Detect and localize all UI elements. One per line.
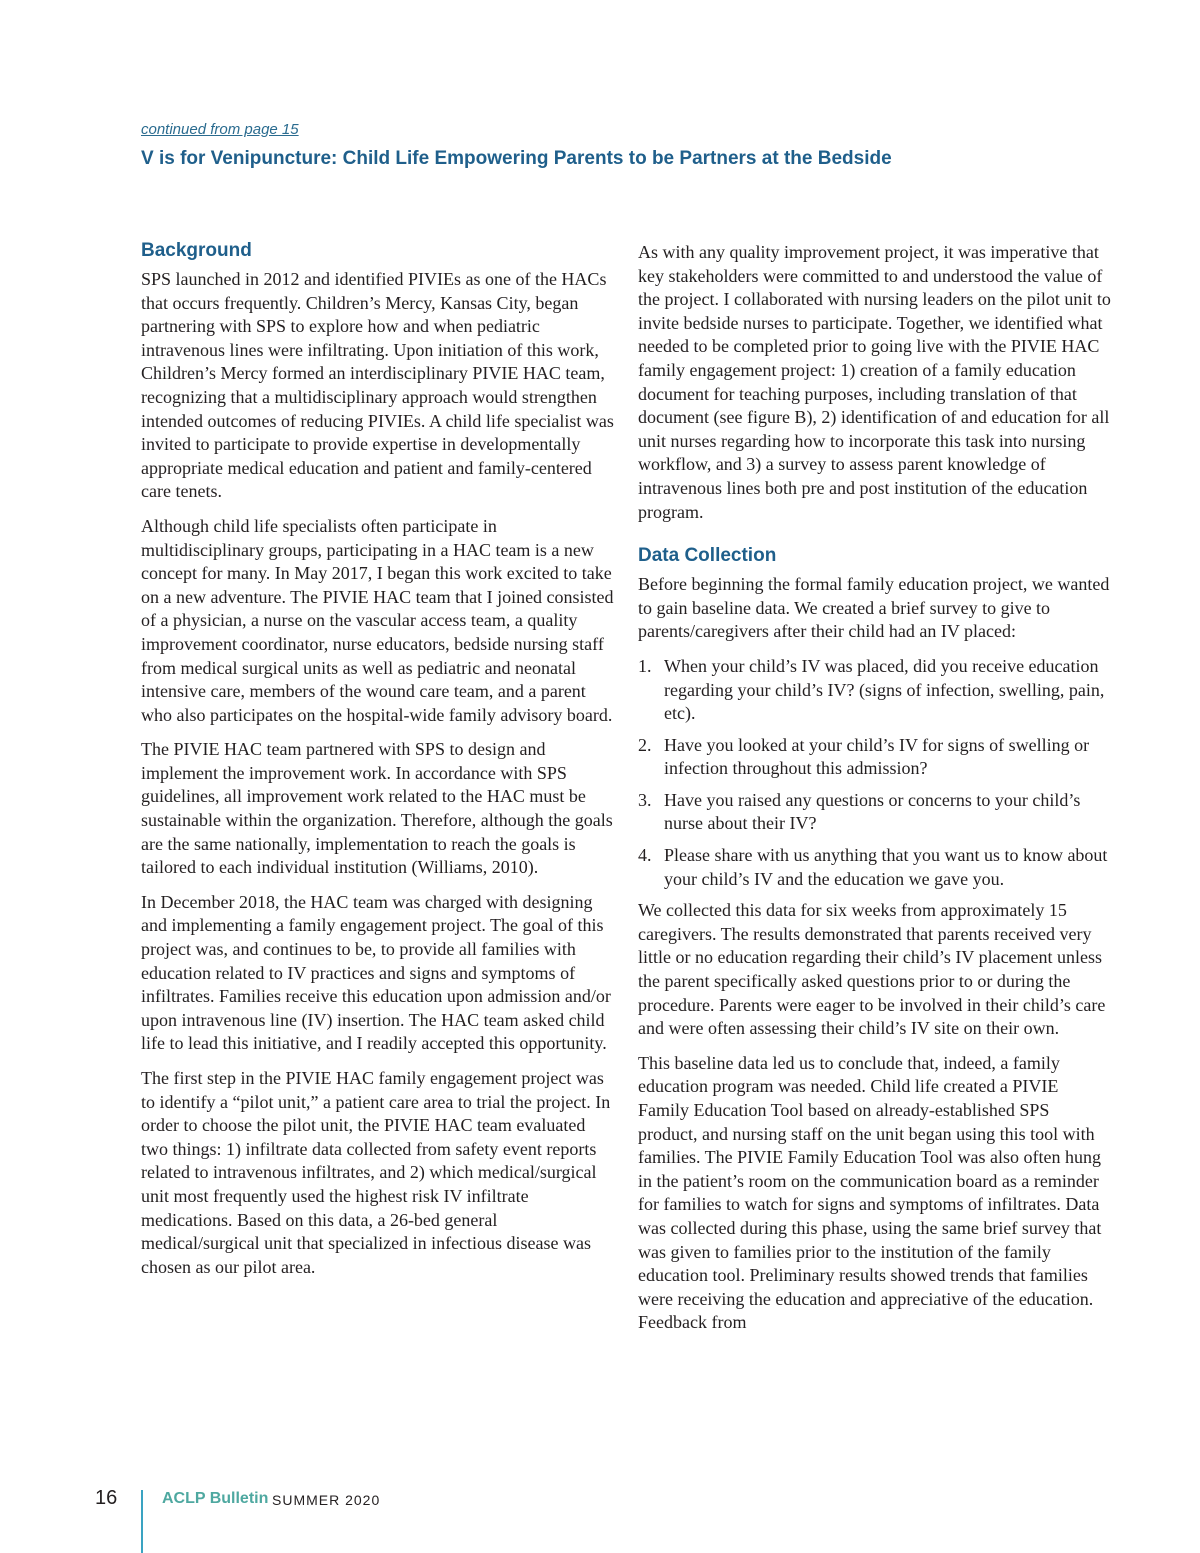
issue-label: SUMMER 2020: [272, 1492, 381, 1508]
survey-question-list: [638, 655, 1112, 891]
question-text: Have you looked at your child’s IV for signs of swelling or infection throughout this admission?: [664, 734, 1090, 779]
publication-name: ACLP Bulletin: [162, 1490, 269, 1507]
page-number: 16: [95, 1487, 118, 1509]
article-title: V is for Venipuncture: Child Life Empowering Parents to be Partners at the Bedside: [141, 148, 892, 169]
question-number: 1.: [638, 655, 652, 676]
question-text: Have you raised any questions or concerns to your child’s nurse about their IV?: [664, 789, 1081, 834]
paragraph: As with any quality improvement project, it was imperative that key stakeholders were committed to and understood the value of the project. I collaborated with nursing leaders on the pilot unit to invite bedside nurses to participate. Together, we identified what needed to be completed prior to going live with the PIVIE HAC family engagement project: 1) creation of a family education document for teaching purposes, including translation of that document (see figure B), 2) identification of and education for all unit nurses regarding how to incorporate this task into nursing workflow, and 3) a survey to assess parent knowledge of intravenous lines both pre and post institution of the education program.: [638, 242, 1111, 522]
paragraph: SPS launched in 2012 and identified PIVIEs as one of the HACs that occurs frequently. Children’s Mercy, Kansas City, began partnering with SPS to explore how and when pediatric intravenous lines were infiltrating. Upon initiation of this work, Children’s Mercy formed an interdisciplinary PIVIE HAC team, recognizing that a multidisciplinary approach would strengthen intended outcomes of reducing PIVIEs. A child life specialist was invited to participate to provide expertise in developmentally appropriate medical education and patient and family-centered care tenets.: [141, 269, 614, 502]
section-heading-background: Background: [141, 240, 252, 261]
paragraph: This baseline data led us to conclude that, indeed, a family education program was needed. Child life created a PIVIE Family Education Tool based on already-established SPS product, and nursing staff on the unit began using this tool with families. The PIVIE Family Education Tool was also often hung in the patient’s room on the communication board as a reminder for families to watch for signs and symptoms of infiltrates. Data was collected during this phase, using the same brief survey that was given to families prior to the institution of the family education tool. Preliminary results showed trends that families were receiving the education and appreciative of the education. Feedback from: [638, 1052, 1102, 1333]
survey-question: [638, 789, 1112, 836]
right-column: [638, 241, 1112, 1346]
question-number: 3.: [638, 789, 652, 810]
continued-from-link[interactable]: continued from page 15: [141, 121, 299, 138]
paragraph: The PIVIE HAC team partnered with SPS to design and implement the improvement work. In accordance with SPS guidelines, all improvement work related to the HAC must be sustainable within the organization. Therefore, although the goals are the same nationally, implementation to reach the goals is tailored to each individual institution (Williams, 2010).: [141, 739, 613, 878]
survey-question: [638, 734, 1112, 781]
section-heading-data-collection: Data Collection: [638, 545, 777, 567]
survey-question: [638, 844, 1112, 891]
paragraph: The first step in the PIVIE HAC family engagement project was to identify a “pilot unit,” a patient care area to trial the project. In order to choose the pilot unit, the PIVIE HAC team evaluated two things: 1) infiltrate data collected from safety event reports related to intravenous infiltrates, and 2) which medical/surgical unit most frequently used the highest risk IV infiltrate medications. Based on this data, a 26-bed general medical/surgical unit that specialized in infectious disease was chosen as our pilot area.: [141, 1068, 611, 1277]
paragraph: In December 2018, the HAC team was charged with designing and implementing a family engagement project. The goal of this project was, and continues to be, to provide all families with education related to IV practices and signs and symptoms of infiltrates. Families receive this education upon admission and/or upon intravenous line (IV) insertion. The HAC team asked child life to lead this initiative, and I readily accepted this opportunity.: [141, 891, 611, 1054]
question-text: Please share with us anything that you want us to know about your child’s IV and the education we gave you.: [664, 845, 1108, 889]
footer-divider: [141, 1490, 143, 1553]
question-number: 4.: [638, 845, 652, 866]
paragraph: We collected this data for six weeks from approximately 15 caregivers. The results demonstrated that parents received very little or no education regarding their child’s IV placement unless the parent specifically asked questions prior to or during the procedure. Parents were eager to be involved in their child’s care and were often assessing their child’s IV site on their own.: [638, 900, 1106, 1039]
left-column: [141, 238, 615, 1290]
question-text: When your child’s IV was placed, did you receive education regarding your child’s IV? (signs of infection, swelling, pain, etc).: [664, 655, 1105, 724]
survey-question: [638, 655, 1112, 726]
paragraph: Although child life specialists often participate in multidisciplinary groups, participating in a HAC team is a new concept for many. In May 2017, I began this work excited to take on a new adventure. The PIVIE HAC team that I joined consisted of a physician, a nurse on the vascular access team, a quality improvement coordinator, nurse educators, bedside nursing staff from medical surgical units as well as pediatric and neonatal intensive care, members of the wound care team, and a parent who also participates on the hospital-wide family advisory board.: [141, 515, 614, 725]
paragraph: Before beginning the formal family education project, we wanted to gain baseline data. We created a brief survey to give to parents/caregivers after their child had an IV placed:: [638, 574, 1110, 642]
question-number: 2.: [638, 734, 652, 755]
